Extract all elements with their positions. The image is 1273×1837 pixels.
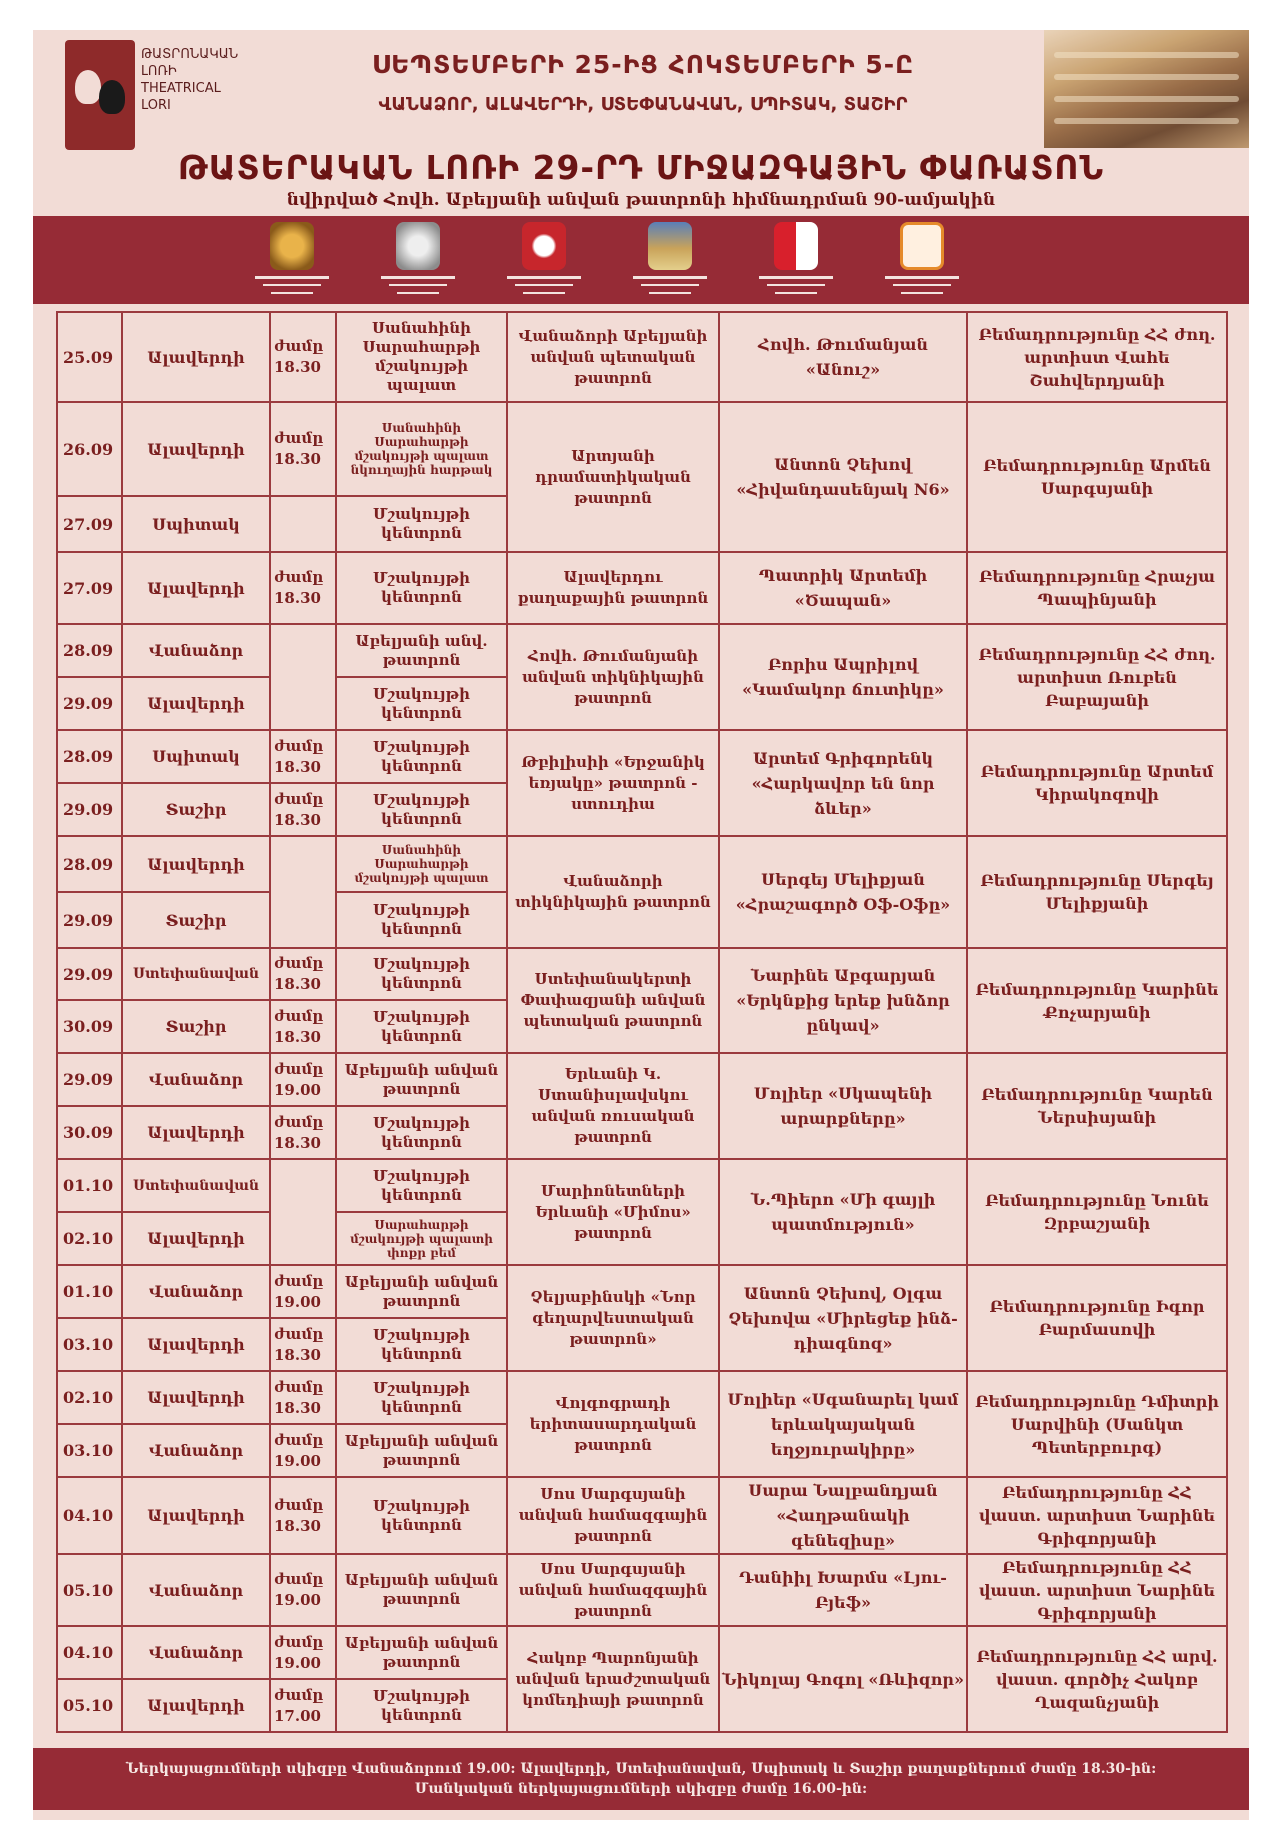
date-cell: 28.09 [57,730,122,783]
venue-cell: Մշակույթի կենտրոն [336,892,507,948]
table-row [57,730,1227,783]
venue-cell: Սանահինի Սարահարթի մշակույթի պալատ [336,312,507,402]
city-cell: Վանաձոր [122,1424,270,1477]
date-cell: 27.09 [57,552,122,624]
theatre-cell: Չելյաբինսկի «Նոր գեղարվեստական թատրոն» [507,1265,719,1371]
time-cell: ժամը 18.30 [270,730,336,783]
city-cell: Ալավերդի [122,1371,270,1424]
time-cell: ժամը 18.30 [270,402,336,496]
table-row [57,552,1227,624]
venue-cell: Մշակույթի կենտրոն [336,1371,507,1424]
play-cell: Սարա Նալբանդյան «Հաղթանակի գենեզիսը» [719,1477,967,1554]
venue-cell: Մշակույթի կենտրոն [336,1679,507,1732]
theatre-cell: Վանաձորի Աբելյանի անվան պետական թատրոն [507,312,719,402]
play-cell: Սերգեյ Մելիքյան «Հրաշագործ Օֆ-Օֆը» [719,836,967,948]
theatre-cell: Արտյանի դրամատիկական թատրոն [507,402,719,552]
city-emblem-icon [627,222,713,298]
theatre-masks-icon [65,40,135,150]
venue-cell: Աբելյանի անվան թատրոն [336,1424,507,1477]
director-cell: Բեմադրությունը Արմեն Սարգսյանի [967,402,1227,552]
theatre-cell: Հակոբ Պարոնյանի անվան երաժշտական կոմեդիայի թատրոն [507,1626,719,1732]
city-cell: Ստեփանավան [122,948,270,1000]
date-cell: 04.10 [57,1626,122,1679]
table-row [57,624,1227,677]
date-cell: 29.09 [57,948,122,1000]
director-cell: Բեմադրությունը ՀՀ ժող. արտիստ Վահե Շահվերդյանի [967,312,1227,402]
time-cell: ժամը 19.00 [270,1265,336,1318]
time-cell: ժամը 18.30 [270,1318,336,1371]
city-cell: Վանաձոր [122,1626,270,1679]
venue-cell: Աբելյանի անվան թատրոն [336,1554,507,1626]
festival-dates: ՍԵՊՏԵՄԲԵՐԻ 25-ԻՑ ՀՈԿՏԵՄԲԵՐԻ 5-Ը [371,50,915,79]
venue-cell: Մշակույթի կենտրոն [336,552,507,624]
date-cell: 29.09 [57,677,122,730]
venue-cell: Մշակույթի կենտրոն [336,730,507,783]
city-cell: Ալավերդի [122,1318,270,1371]
director-cell: Բեմադրությունը ՀՀ վաստ. արտիստ Նարինե Գրիգորյանի [967,1554,1227,1626]
director-cell: Բեմադրությունը Իգոր Բարմասովի [967,1265,1227,1371]
city-cell: Ալավերդի [122,312,270,402]
city-cell: Սպիտակ [122,730,270,783]
table-row [57,836,1227,892]
theatre-union-icon [501,222,587,298]
city-cell: Ալավերդի [122,836,270,892]
play-cell: Անտոն Չեխով, Օլգա Չեխովա «Միրեցեք ինձ-դիագնոզ» [719,1265,967,1371]
logo-text: ԹԱՏՐՈՆԱԿԱՆ ԼՈՌԻ THEATRICAL LORI [141,47,239,113]
director-cell: Բեմադրությունը Կարեն Ներսիսյանի [967,1053,1227,1159]
city-cell: Վանաձոր [122,1554,270,1626]
festival-cities: ՎԱՆԱՁՈՐ, ԱԼԱՎԵՐԴԻ, ՍՏԵՓԱՆԱՎԱՆ, ՍՊԻՏԱԿ, ՏԱՇԻՐ [378,94,908,115]
play-cell: Անտոն Չեխով «Հիվանդասենյակ N6» [719,402,967,552]
date-cell: 29.09 [57,783,122,836]
table-row [57,1477,1227,1554]
time-cell [270,496,336,552]
time-cell: ժամը 18.30 [270,1000,336,1053]
time-cell: ժամը 19.00 [270,1554,336,1626]
date-cell: 05.10 [57,1554,122,1626]
city-cell: Ալավերդի [122,402,270,496]
play-cell: Պատրիկ Արտեմի «Ծապան» [719,552,967,624]
footer-line-1: Ներկայացումների սկիզբը Վանաձորում 19.00: Ալավերդի, Ստեփանավան, Սպիտակ և Տաշիր քաղաքներում ժամը 18.30-ին: [125,1761,1157,1777]
date-cell: 27.09 [57,496,122,552]
city-cell: Տաշիր [122,1000,270,1053]
time-cell: ժամը 18.30 [270,312,336,402]
venue-cell: Մշակույթի կենտրոն [336,1000,507,1053]
city-cell: Տաշիր [122,892,270,948]
table-row [57,948,1227,1000]
festival-dedication: նվիրված Հովհ. Աբելյանի անվան թատրոնի հիմնադրման 90-ամյակին [286,190,996,210]
city-cell: Վանաձոր [122,1053,270,1106]
date-cell: 05.10 [57,1679,122,1732]
theatre-cell: Սոս Սարգսյանի անվան համազգային թատրոն [507,1477,719,1554]
sponsor-emblem-icon [879,222,965,298]
date-cell: 03.10 [57,1318,122,1371]
director-cell: Բեմադրությունը Նունե Զրբաշյանի [967,1159,1227,1265]
time-cell: ժամը 18.30 [270,1371,336,1424]
venue-cell: Մշակույթի կենտրոն [336,1106,507,1159]
table-row [57,312,1227,402]
table-row [57,1053,1227,1106]
director-cell: Բեմադրությունը Կարինե Քոչարյանի [967,948,1227,1053]
table-row [57,402,1227,496]
venue-cell: Մշակույթի կենտրոն [336,1318,507,1371]
date-cell: 26.09 [57,402,122,496]
theatre-cell: Թբիլիսիի «Երջանիկ եռյակը» թատրոն - ստուդիա [507,730,719,836]
venue-cell: Աբելյանի անվան թատրոն [336,1053,507,1106]
time-cell: ժամը 18.30 [270,1477,336,1554]
coat-of-arms-icon [249,222,335,298]
theatre-cell: Երևանի Կ. Ստանիսլավսկու անվան ռուսական թատրոն [507,1053,719,1159]
theatre-cell: Ստեփանակերտի Փափազյանի անվան պետական թատրոն [507,948,719,1053]
city-cell: Ալավերդի [122,1106,270,1159]
city-cell: Ալավերդի [122,1679,270,1732]
footer-line-2: Մանկական ներկայացումների սկիզբը ժամը 16.00-ին: [414,1781,868,1797]
director-cell: Բեմադրությունը Արտեմ Կիրակոզովի [967,730,1227,836]
date-cell: 28.09 [57,836,122,892]
city-cell: Ալավերդի [122,677,270,730]
play-cell: Մոլիեր «Սգանարել կամ երևակայական եղջյուրակիրը» [719,1371,967,1477]
date-cell: 30.09 [57,1000,122,1053]
time-cell [270,1159,336,1265]
venue-cell: Մշակույթի կենտրոն [336,496,507,552]
date-cell: 02.10 [57,1212,122,1265]
theatre-hall-image [1044,30,1249,148]
date-cell: 02.10 [57,1371,122,1424]
venue-cell: Սանահինի Սարահարթի մշակույթի պալատ նկուղային հարթակ [336,402,507,496]
city-cell: Վանաձոր [122,624,270,677]
venue-cell: Աբելյանի անվան թատրոն [336,1626,507,1679]
theatre-cell: Սոս Սարգսյանի անվան համազգային թատրոն [507,1554,719,1626]
venue-cell: Մշակույթի կենտրոն [336,1477,507,1554]
city-cell: Վանաձոր [122,1265,270,1318]
city-cell: Սպիտակ [122,496,270,552]
date-cell: 04.10 [57,1477,122,1554]
date-cell: 01.10 [57,1265,122,1318]
schedule-table [56,311,1228,1733]
theatre-cell: Վանաձորի տիկնիկային թատրոն [507,836,719,948]
play-cell: Բորիս Ապրիլով «Կամակոր ճուտիկը» [719,624,967,730]
city-cell: Ալավերդի [122,552,270,624]
venue-cell: Մշակույթի կենտրոն [336,677,507,730]
play-cell: Մոլիեր «Սկապենի արարքները» [719,1053,967,1159]
theatre-cell: Վոլգոգրադի երիտասարդական թատրոն [507,1371,719,1477]
time-cell: ժամը 18.30 [270,552,336,624]
date-cell: 30.09 [57,1106,122,1159]
venue-cell: Աբելյանի անվ. թատրոն [336,624,507,677]
director-cell: Բեմադրությունը ՀՀ վաստ. արտիստ Նարինե Գրիգորյանի [967,1477,1227,1554]
time-cell: ժամը 19.00 [270,1626,336,1679]
festival-logo [65,40,250,150]
venue-cell: Մշակույթի կենտրոն [336,783,507,836]
venue-cell: Աբելյանի անվան թատրոն [336,1265,507,1318]
table-row [57,1626,1227,1679]
play-cell: Նարինե Աբգարյան «Երկնքից երեք խնձոր ընկավ» [719,948,967,1053]
date-cell: 29.09 [57,1053,122,1106]
date-cell: 03.10 [57,1424,122,1477]
table-row [57,1265,1227,1318]
city-cell: Տաշիր [122,783,270,836]
regional-emblem-icon [753,222,839,298]
time-cell: ժամը 17.00 [270,1679,336,1732]
table-row [57,1371,1227,1424]
play-cell: Հովհ. Թումանյան «Անուշ» [719,312,967,402]
director-cell: Բեմադրությունը Դմիտրի Սարվինի (Սանկտ Պետերբուրգ) [967,1371,1227,1477]
poster-footer [33,1748,1249,1810]
venue-cell: Սանահինի Սարահարթի մշակույթի պալատ [336,836,507,892]
director-cell: Բեմադրությունը ՀՀ արվ. վաստ. գործիչ Հակոբ Ղազանչյանի [967,1626,1227,1732]
venue-cell: Սարահարթի մշակույթի պալատի փոքր բեմ [336,1212,507,1265]
theatre-cell: Հովհ. Թումանյանի անվան տիկնիկային թատրոն [507,624,719,730]
venue-cell: Մշակույթի կենտրոն [336,1159,507,1212]
poster-header [33,30,1249,216]
city-cell: Ստեփանավան [122,1159,270,1212]
table-row [57,1554,1227,1626]
play-cell: Ն.Պիերո «Մի գայլի պատմություն» [719,1159,967,1265]
date-cell: 25.09 [57,312,122,402]
date-cell: 28.09 [57,624,122,677]
venue-cell: Մշակույթի կենտրոն [336,948,507,1000]
time-cell: ժամը 19.00 [270,1053,336,1106]
theatre-cell: Ալավերդու քաղաքային թատրոն [507,552,719,624]
time-cell: ժամը 18.30 [270,1106,336,1159]
theatre-cell: Մարիոնետների Երևանի «Միմոս» թատրոն [507,1159,719,1265]
date-cell: 01.10 [57,1159,122,1212]
table-row [57,1159,1227,1212]
date-cell: 29.09 [57,892,122,948]
play-cell: Արտեմ Գրիգորենկ «Հարկավոր են նոր ձևեր» [719,730,967,836]
play-cell: Նիկոլայ Գոգոլ «Ռևիզոր» [719,1626,967,1732]
time-cell: ժամը 19.00 [270,1424,336,1477]
time-cell [270,624,336,730]
partner-logos-band [33,216,1249,304]
city-cell: Ալավերդի [122,1477,270,1554]
city-cell: Ալավերդի [122,1212,270,1265]
time-cell: ժամը 18.30 [270,783,336,836]
director-cell: Բեմադրությունը Հրաչյա Պապինյանի [967,552,1227,624]
time-cell [270,836,336,948]
play-cell: Դանիիլ Խարմս «Լյու-Բյեֆ» [719,1554,967,1626]
time-cell: ժամը 18.30 [270,948,336,1000]
ministry-emblem-icon [375,222,461,298]
festival-title: ԹԱՏԵՐԱԿԱՆ ԼՈՌԻ 29-ՐԴ ՄԻՋԱԶԳԱՅԻՆ ՓԱՌԱՏՈՆ [177,148,1105,187]
director-cell: Բեմադրությունը Սերգեյ Մելիքյանի [967,836,1227,948]
director-cell: Բեմադրությունը ՀՀ ժող. արտիստ Ռուբեն Բաբայանի [967,624,1227,730]
